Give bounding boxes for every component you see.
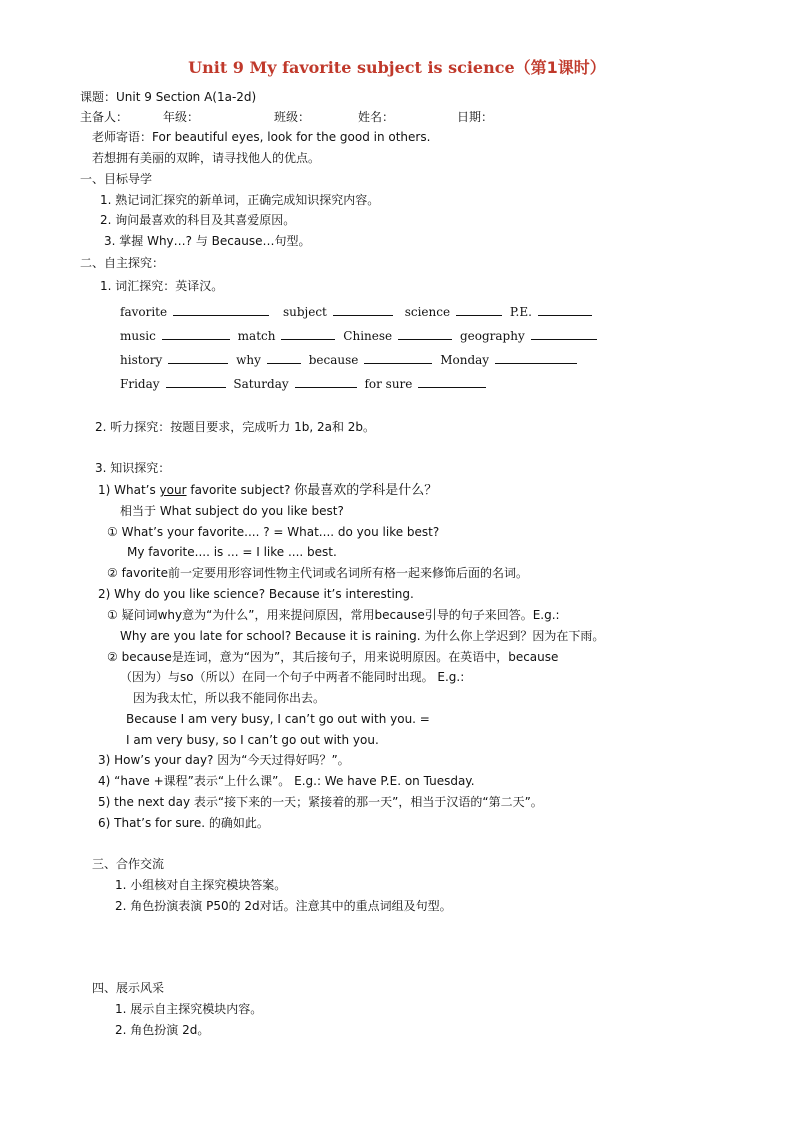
s1-item-2: 2. 询问最喜欢的科目及其喜爱原因。: [100, 213, 296, 227]
answer-blank[interactable]: [364, 352, 432, 364]
vocab-row-3: [120, 352, 581, 368]
vocab-row-2: [120, 328, 601, 344]
k2-b5: I am very busy, so I can’t go out with you.: [126, 733, 379, 747]
topic-line: 课题：Unit 9 Section A(1a-2d): [80, 90, 257, 104]
s4-item-2: 2. 角色扮演 2d。: [115, 1023, 210, 1037]
section-4-heading: 四、展示风采: [92, 981, 165, 995]
section-3-heading: 三、合作交流: [92, 857, 165, 871]
name-label: 姓名：: [358, 110, 395, 124]
vocab-heading: 1. 词汇探究：英译汉。: [100, 279, 224, 293]
vocab-word: subject: [282, 305, 327, 319]
s1-item-3: 3. 掌握 Why…? 与 Because…句型。: [104, 234, 311, 248]
knowledge-heading: 3. 知识探究：: [95, 461, 171, 475]
answer-blank[interactable]: [495, 352, 577, 364]
s3-item-2: 2. 角色扮演表演 P50的 2d对话。注意其中的重点词组及句型。: [115, 899, 452, 913]
answer-blank[interactable]: [398, 328, 452, 340]
k2-line: 2) Why do you like science? Because it’s interesting.: [98, 587, 414, 601]
date-label: 日期：: [457, 110, 494, 124]
answer-blank[interactable]: [168, 352, 228, 364]
k1-pre: 1) What’s: [98, 483, 160, 497]
k2-a: ① 疑问词why意为“为什么”，用来提问原因，常用because引导的句子来回答。E.g.:: [107, 608, 560, 622]
answer-blank[interactable]: [333, 304, 393, 316]
teacher-words: 老师寄语：For beautiful eyes, look for the good in others.: [92, 130, 431, 144]
vocab-word: Saturday: [233, 377, 289, 391]
title-english: Unit 9 My favorite subject is science: [188, 58, 515, 77]
answer-blank[interactable]: [295, 376, 357, 388]
k2-b3: 因为我太忙，所以我不能同你出去。: [133, 691, 326, 705]
k1-cn: 你最喜欢的学科是什么？: [294, 483, 438, 498]
k2-a-example: Why are you late for school? Because it is raining. 为什么你上学迟到？因为在下雨。: [120, 629, 605, 643]
grade-label: 年级：: [163, 110, 200, 124]
k4-line: 4) “have +课程”表示“上什么课”。 E.g.: We have P.E. on Tuesday.: [98, 774, 475, 788]
vocab-word: geography: [459, 329, 525, 343]
answer-blank[interactable]: [538, 304, 592, 316]
vocab-word: why: [236, 353, 261, 367]
vocab-row-4: [120, 376, 490, 392]
title-chinese: （第1课时）: [514, 58, 606, 77]
k1-post: favorite subject?: [186, 483, 295, 497]
answer-blank[interactable]: [173, 304, 269, 316]
vocab-word: Chinese: [343, 329, 393, 343]
teacher-words-cn: 若想拥有美丽的双眸，请寻找他人的优点。: [92, 151, 321, 165]
vocab-word: for sure: [364, 377, 413, 391]
k2-b2: （因为）与so（所以）在同一个句子中两者不能同时出现。 E.g.:: [120, 670, 465, 684]
vocab-word: science: [404, 305, 451, 319]
answer-blank[interactable]: [162, 328, 230, 340]
k1-a2: My favorite.... is ... = I like .... best.: [127, 545, 337, 559]
vocab-word: because: [308, 353, 359, 367]
k1-a: ① What’s your favorite.... ? = What.... do you like best?: [107, 525, 440, 539]
vocab-word: Monday: [440, 353, 490, 367]
k1-b: ② favorite前一定要用形容词性物主代词或名词所有格一起来修饰后面的名词。: [107, 566, 528, 580]
answer-blank[interactable]: [531, 328, 597, 340]
prepare-label: 主备人：: [80, 110, 129, 124]
answer-blank[interactable]: [418, 376, 486, 388]
vocab-row-1: [120, 304, 596, 320]
k2-b: ② because是连词，意为“因为”，其后接句子，用来说明原因。在英语中，because: [107, 650, 559, 664]
vocab-word: P.E.: [509, 305, 532, 319]
page-title: [0, 55, 794, 78]
k1-line: [98, 483, 437, 498]
answer-blank[interactable]: [456, 304, 502, 316]
vocab-word: music: [120, 329, 156, 343]
s1-item-1: 1. 熟记词汇探究的新单词，正确完成知识探究内容。: [100, 193, 380, 207]
class-label: 班级：: [274, 110, 311, 124]
answer-blank[interactable]: [281, 328, 335, 340]
answer-blank[interactable]: [166, 376, 226, 388]
k3-line: 3) How’s your day? 因为“今天过得好吗？”。: [98, 753, 350, 767]
k6-line: 6) That’s for sure. 的确如此。: [98, 816, 269, 830]
k1-underlined: your: [159, 483, 187, 497]
s3-item-1: 1. 小组核对自主探究模块答案。: [115, 878, 287, 892]
s4-item-1: 1. 展示自主探究模块内容。: [115, 1002, 263, 1016]
vocab-word: match: [237, 329, 276, 343]
listening-line: 2. 听力探究：按题目要求，完成听力 1b, 2a和 2b。: [95, 420, 376, 434]
k5-line: 5) the next day 表示“接下来的一天；紧接着的那一天”，相当于汉语的“第二天”。: [98, 795, 543, 809]
k1-same: 相当于 What subject do you like best?: [120, 504, 344, 518]
vocab-word: favorite: [120, 305, 168, 319]
vocab-word: Friday: [120, 377, 160, 391]
answer-blank[interactable]: [267, 352, 301, 364]
section-1-heading: 一、目标导学: [80, 172, 153, 186]
section-2-heading: 二、自主探究：: [80, 256, 165, 270]
vocab-word: history: [120, 353, 163, 367]
k2-b4: Because I am very busy, I can’t go out with you. =: [126, 712, 430, 726]
